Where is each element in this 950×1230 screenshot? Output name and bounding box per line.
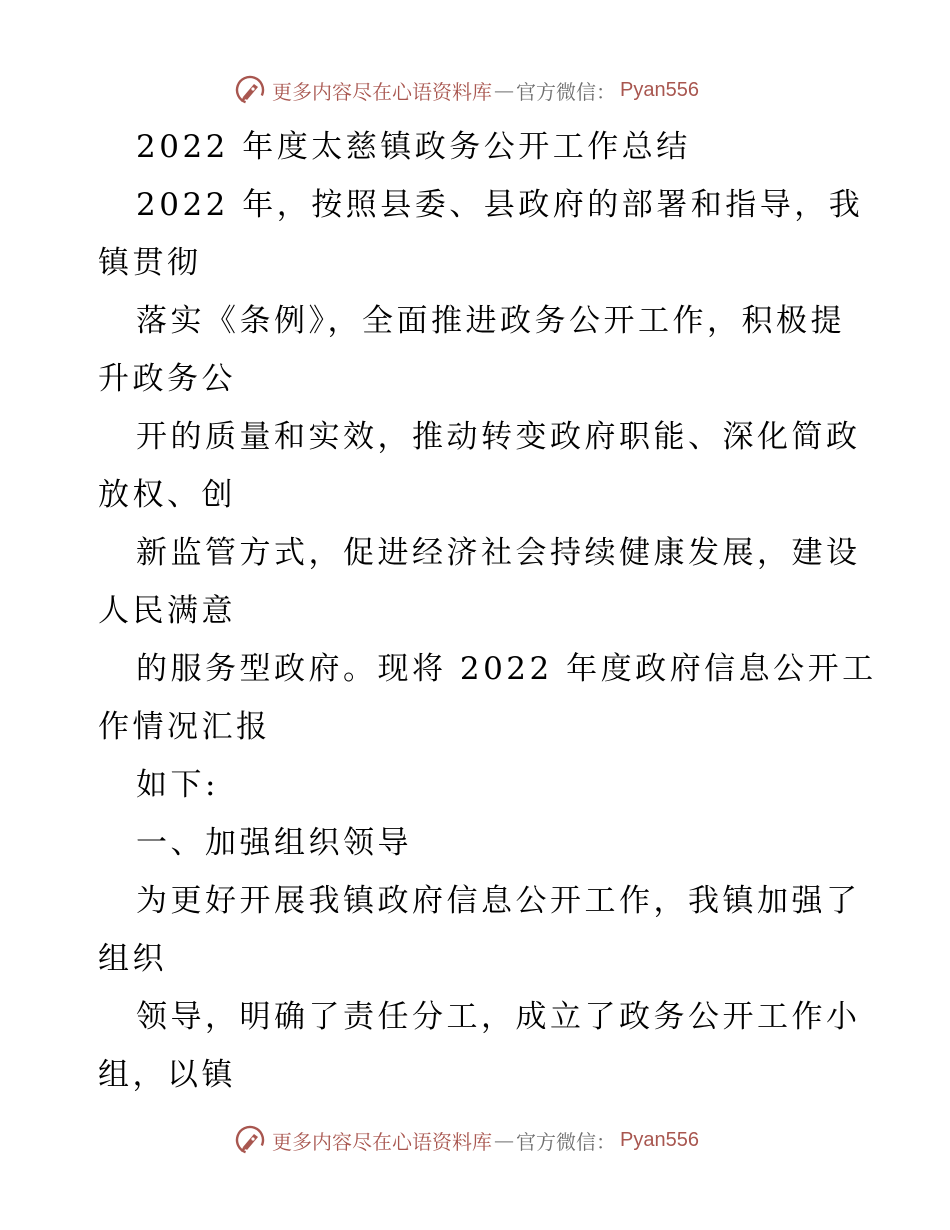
watermark-text: 更多内容尽在心语资料库 bbox=[272, 79, 492, 104]
paragraph-line: 作情况汇报 bbox=[98, 709, 271, 745]
watermark-text: 更多内容尽在心语资料库 bbox=[272, 1129, 492, 1154]
paragraph-line: 升政务公 bbox=[98, 361, 236, 397]
paragraph-line: 领导，明确了责任分工，成立了政务公开工作小 bbox=[136, 999, 861, 1035]
document-title: 2022 年度太慈镇政务公开工作总结 bbox=[136, 129, 691, 165]
watermark-wechat-label: 官方微信： bbox=[516, 1129, 616, 1154]
paragraph-line: 落实《条例》，全面推进政务公开工作，积极提 bbox=[136, 303, 845, 339]
paragraph-line: 新监管方式，促进经济社会持续健康发展，建设 bbox=[136, 535, 861, 571]
paragraph-line: 组织 bbox=[98, 941, 167, 977]
paragraph-line: 人民满意 bbox=[98, 593, 236, 629]
watermark-wechat-id: Pyan556 bbox=[620, 78, 699, 101]
paragraph-line: 为更好开展我镇政府信息公开工作，我镇加强了 bbox=[136, 883, 861, 919]
paragraph-line: 镇贯彻 bbox=[98, 245, 202, 281]
pen-nib-logo-icon bbox=[234, 1124, 266, 1156]
paragraph-line: 开的质量和实效，推动转变政府职能、深化简政 bbox=[136, 419, 861, 455]
pen-nib-logo-icon bbox=[234, 74, 266, 106]
watermark-dash: — bbox=[494, 78, 514, 102]
watermark-wechat-id: Pyan556 bbox=[620, 1128, 699, 1151]
section-heading: 一、加强组织领导 bbox=[136, 825, 412, 861]
paragraph-line: 放权、创 bbox=[98, 477, 236, 513]
header-watermark bbox=[234, 70, 699, 110]
footer-watermark bbox=[234, 1120, 699, 1160]
watermark-dash: — bbox=[494, 1128, 514, 1152]
document-body bbox=[98, 118, 877, 1104]
paragraph-line: 组，以镇 bbox=[98, 1057, 236, 1093]
watermark-wechat-label: 官方微信： bbox=[516, 79, 616, 104]
paragraph-line: 如下: bbox=[136, 767, 219, 803]
paragraph-line: 2022 年，按照县委、县政府的部署和指导，我 bbox=[136, 187, 864, 223]
paragraph-line: 的服务型政府。现将 2022 年度政府信息公开工 bbox=[136, 651, 877, 687]
